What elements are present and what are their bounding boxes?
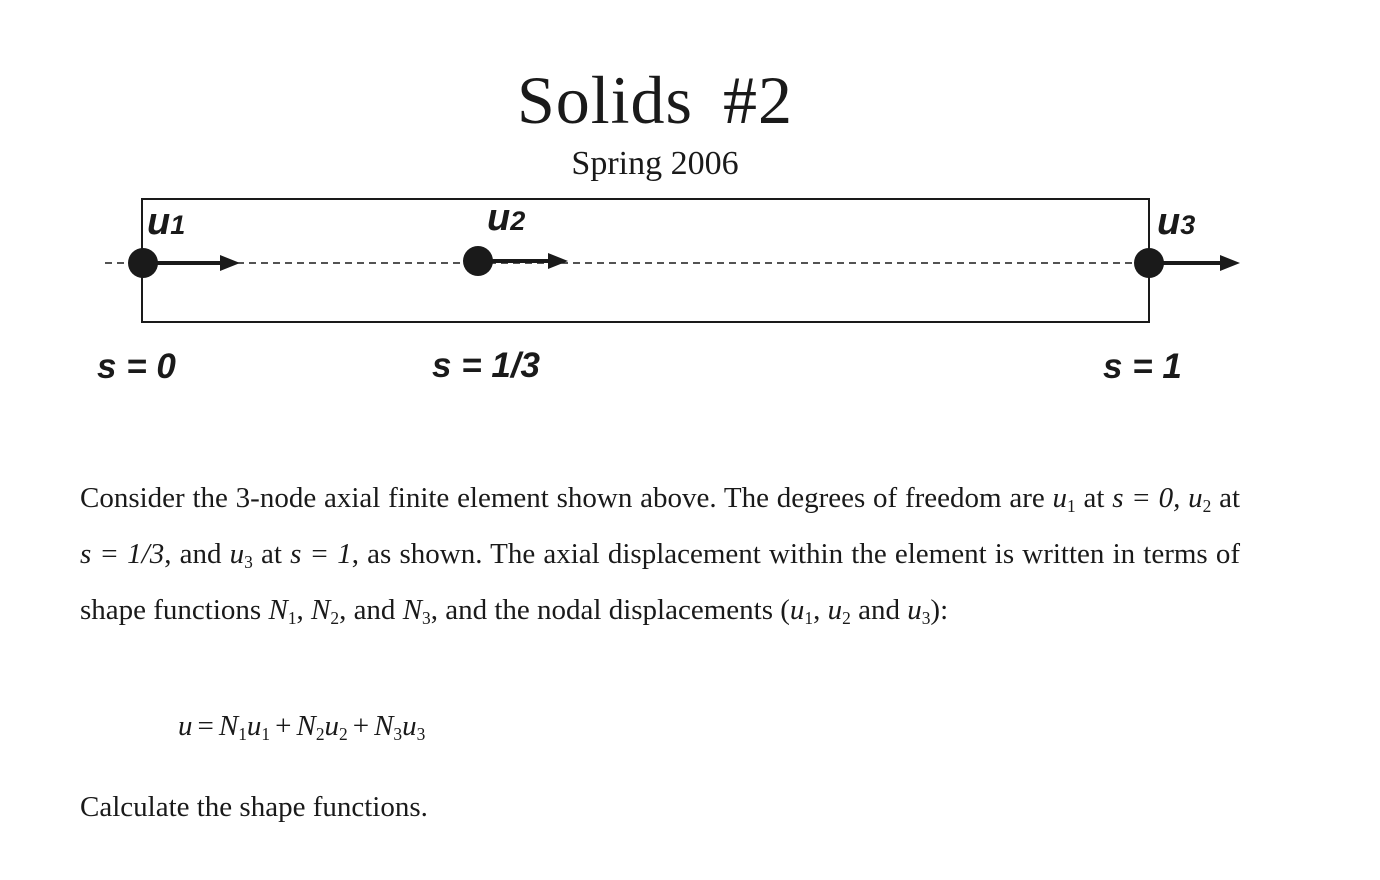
node-label-u2: u2 <box>487 197 526 239</box>
element-diagram <box>0 0 1380 400</box>
node-2-dot <box>463 246 493 276</box>
displacement-equation: $u = N_1u_1 + N_2u_2 + N_3u_3$ <box>178 710 426 745</box>
position-label-s1: s = 1 <box>1103 347 1182 386</box>
page-subtitle: Spring 2006 <box>571 145 739 182</box>
title-number: #2 <box>723 62 794 138</box>
node-1-dot <box>128 248 158 278</box>
node-label-u1: u1 <box>147 201 186 243</box>
title-text: Solids <box>516 62 694 138</box>
position-label-s-third: s = 1/3 <box>432 346 541 385</box>
u1-arrow-head <box>220 255 240 271</box>
question-text: Calculate the shape functions. <box>80 791 428 823</box>
position-label-s0: s = 0 <box>97 347 176 386</box>
u2-arrow-head <box>548 253 568 269</box>
node-3-dot <box>1134 248 1164 278</box>
problem-statement: Consider the 3-node axial finite element shown above. The degrees of freedom are $u_1$ at s = 0, $u_2$ at s = 1/3, and $u_3$ at s = 1, as shown. The axial displacement within the element is written in terms of shape functions $N_1$, $N_2$, and $N_3$, and the nodal displacements ($u_1$, $u_2$ and $u_3$): <box>80 482 1241 629</box>
node-label-u3: u3 <box>1157 201 1196 243</box>
u3-arrow-head <box>1220 255 1240 271</box>
element-box <box>142 199 1149 322</box>
